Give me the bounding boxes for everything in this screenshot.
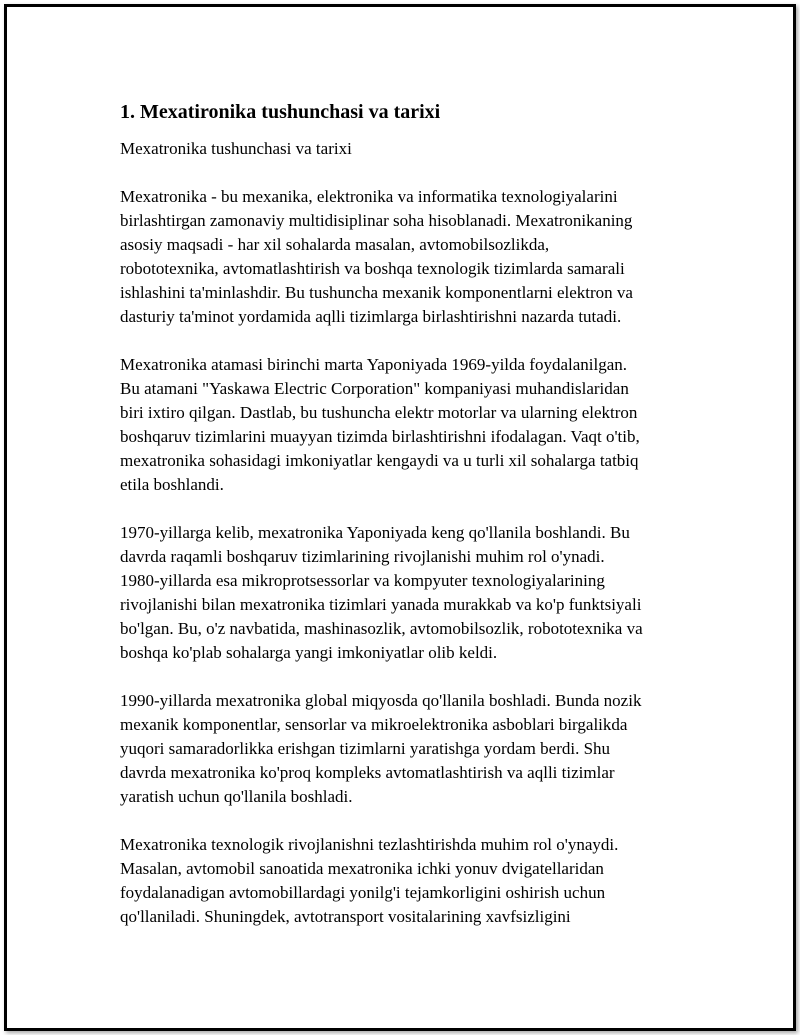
text-line: asosiy maqsadi - har xil sohalarda masalan, avtomobilsozlikda, bbox=[120, 235, 550, 254]
text-line: robototexnika, avtomatlashtirish va boshqa texnologik tizimlarda samarali bbox=[120, 259, 625, 278]
text-line: etila boshlandi. bbox=[120, 475, 224, 494]
paragraph bbox=[120, 689, 700, 809]
text-line: 1980-yillarda esa mikroprotsessorlar va kompyuter texnologiyalarining bbox=[120, 571, 605, 590]
paragraph bbox=[120, 185, 700, 329]
text-line: bo'lgan. Bu, o'z navbatida, mashinasozlik, avtomobilsozlik, robototexnika va bbox=[120, 619, 643, 638]
text-line: foydalanadigan avtomobillardagi yonilg'i tejamkorligini oshirish uchun bbox=[120, 883, 606, 902]
text-line: qo'llaniladi. Shuningdek, avtotransport vositalarining xavfsizligini bbox=[120, 907, 571, 926]
paragraph bbox=[120, 521, 700, 665]
document-title: 1. Mexatironika tushunchasi va tarixi bbox=[120, 101, 441, 123]
text-line: Mexatronika - bu mexanika, elektronika va informatika texnologiyalarini bbox=[120, 187, 618, 206]
text-line: mexanik komponentlar, sensorlar va mikroelektronika asboblari birgalikda bbox=[120, 715, 628, 734]
text-line: davrda mexatronika ko'proq kompleks avtomatlashtirish va aqlli tizimlar bbox=[120, 763, 615, 782]
text-line: dasturiy ta'minot yordamida aqlli tizimlarga birlashtirishni nazarda tutadi. bbox=[120, 307, 622, 326]
text-line: yuqori samaradorlikka erishgan tizimlarni yaratishga yordam berdi. Shu bbox=[120, 739, 611, 758]
text-line: Masalan, avtomobil sanoatida mexatronika ichki yonuv dvigatellaridan bbox=[120, 859, 604, 878]
text-line: Bu atamani "Yaskawa Electric Corporation" kompaniyasi muhandislaridan bbox=[120, 379, 629, 398]
text-line: birlashtirgan zamonaviy multidisiplinar soha hisoblanadi. Mexatronikaning bbox=[120, 211, 633, 230]
page-content bbox=[120, 99, 700, 953]
paragraph bbox=[120, 833, 700, 929]
text-line: yaratish uchun qo'llanila boshladi. bbox=[120, 787, 353, 806]
text-line: rivojlanishi bilan mexatronika tizimlari yanada murakkab va ko'p funktsiyali bbox=[120, 595, 642, 614]
text-line: ishlashini ta'minlashdir. Bu tushuncha mexanik komponentlarni elektron va bbox=[120, 283, 633, 302]
text-line: davrda raqamli boshqaruv tizimlarining rivojlanishi muhim rol o'ynadi. bbox=[120, 547, 605, 566]
document-page bbox=[4, 4, 796, 1031]
text-line: Mexatronika texnologik rivojlanishni tezlashtirishda muhim rol o'ynaydi. bbox=[120, 835, 619, 854]
document-subtitle: Mexatronika tushunchasi va tarixi bbox=[120, 139, 352, 158]
text-line: boshqa ko'plab sohalarga yangi imkoniyatlar olib keldi. bbox=[120, 643, 498, 662]
text-line: boshqaruv tizimlarini muayyan tizimda birlashtirishni ifodalagan. Vaqt o'tib, bbox=[120, 427, 640, 446]
text-line: mexatronika sohasidagi imkoniyatlar kengaydi va u turli xil sohalarga tatbiq bbox=[120, 451, 639, 470]
text-line: 1990-yillarda mexatronika global miqyosda qo'llanila boshladi. Bunda nozik bbox=[120, 691, 642, 710]
text-line: 1970-yillarga kelib, mexatronika Yaponiyada keng qo'llanila boshlandi. Bu bbox=[120, 523, 630, 542]
paragraph bbox=[120, 353, 700, 497]
text-line: Mexatronika atamasi birinchi marta Yaponiyada 1969-yilda foydalanilgan. bbox=[120, 355, 628, 374]
text-line: biri ixtiro qilgan. Dastlab, bu tushuncha elektr motorlar va ularning elektron bbox=[120, 403, 638, 422]
